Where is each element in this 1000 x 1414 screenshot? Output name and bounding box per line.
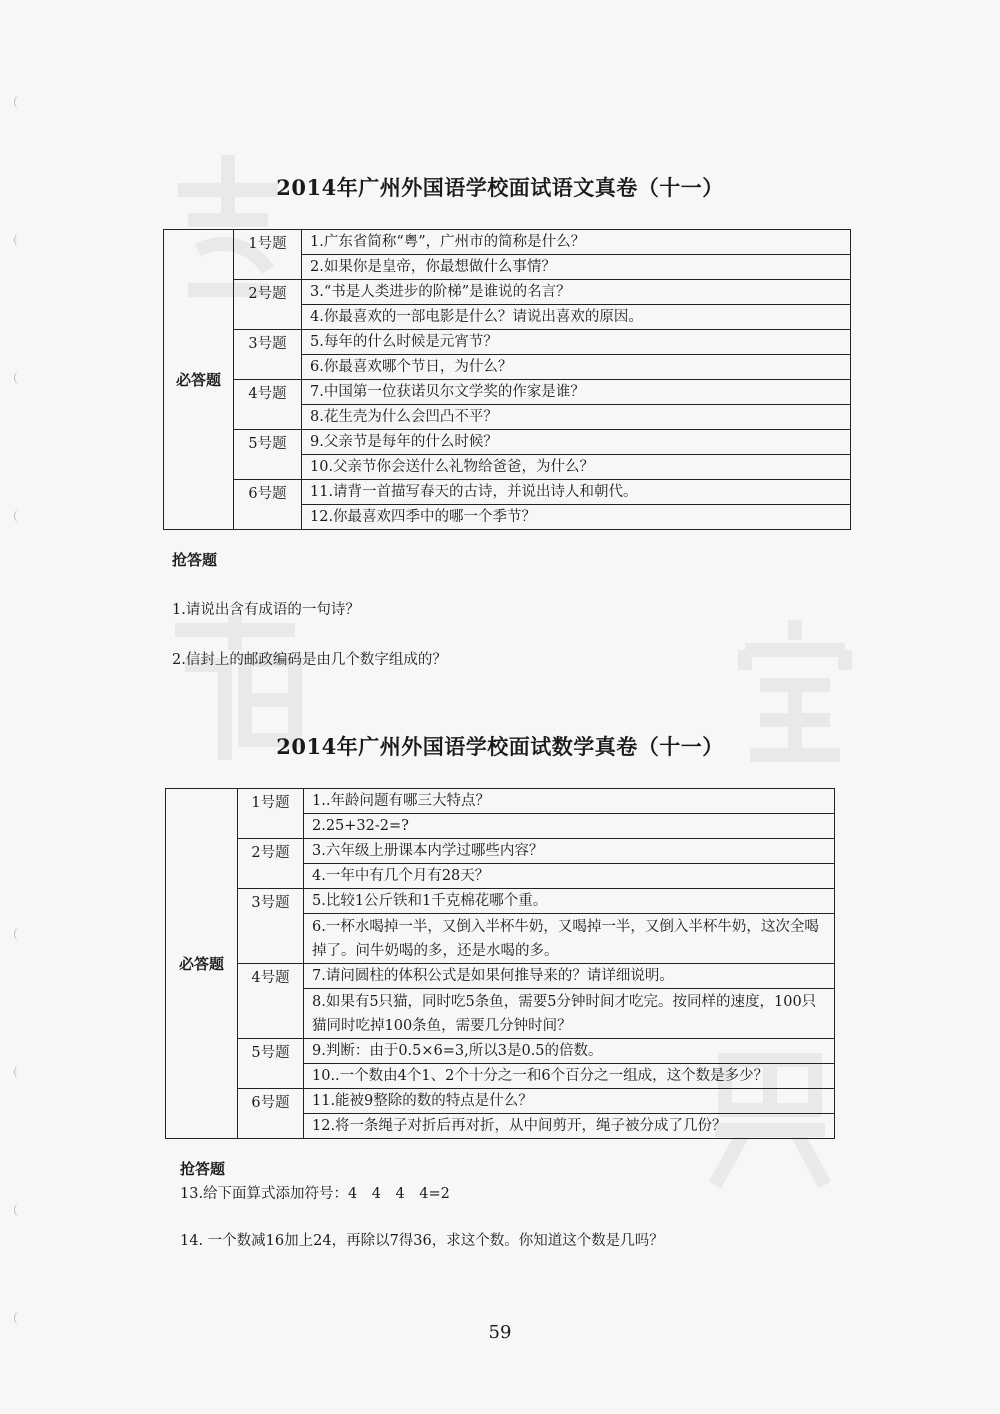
group-number: 3号题 — [238, 889, 304, 964]
required-section-label: 必答题 — [166, 789, 238, 1139]
question-cell: 3.“书是人类进步的阶梯”是谁说的名言？ — [302, 280, 851, 305]
chinese-question-table — [163, 229, 851, 530]
question-cell: 8.如果有5只猫，同时吃5条鱼，需要5分钟时间才吃完。按同样的速度，100只猫同时吃掉100条鱼，需要几分钟时间？ — [304, 989, 835, 1039]
question-cell: 10.父亲节你会送什么礼物给爸爸，为什么？ — [302, 455, 851, 480]
question-cell: 7.请问圆柱的体积公式是如果何推导来的？请详细说明。 — [304, 964, 835, 989]
question-cell: 1..年龄问题有哪三大特点？ — [304, 789, 835, 814]
question-cell: 9.判断：由于0.5×6=3,所以3是0.5的倍数。 — [304, 1039, 835, 1064]
chinese-exam-title: 2014年广州外国语学校面试语文真卷（十一） — [276, 175, 724, 200]
group-number: 6号题 — [238, 1089, 304, 1139]
question-cell: 6.你最喜欢哪个节日，为什么？ — [302, 355, 851, 380]
rush-question: 1.请说出含有成语的一句诗？ — [172, 602, 360, 618]
question-cell: 7.中国第一位获诺贝尔文学奖的作家是谁？ — [302, 380, 851, 405]
question-cell: 4.一年中有几个月有28天？ — [304, 864, 835, 889]
required-section-label: 必答题 — [164, 230, 234, 530]
binder-hole — [14, 510, 23, 522]
question-cell: 4.你最喜欢的一部电影是什么？请说出喜欢的原因。 — [302, 305, 851, 330]
question-cell: 6.一杯水喝掉一半，又倒入半杯牛奶，又喝掉一半，又倒入半杯牛奶，这次全喝掉了。问牛奶喝的多，还是水喝的多。 — [304, 914, 835, 964]
group-number: 6号题 — [234, 480, 302, 530]
group-number: 1号题 — [238, 789, 304, 839]
binder-hole — [14, 928, 23, 940]
question-cell: 9.父亲节是每年的什么时候？ — [302, 430, 851, 455]
question-cell: 5.比较1公斤铁和1千克棉花哪个重。 — [304, 889, 835, 914]
group-number: 4号题 — [238, 964, 304, 1039]
rush-section-label: 抢答题 — [172, 551, 218, 569]
rush-section-label: 抢答题 — [180, 1160, 226, 1178]
question-cell: 1.广东省简称“粤”，广州市的简称是什么？ — [302, 230, 851, 255]
rush-question: 14. 一个数减16加上24，再除以7得36，求这个数。你知道这个数是几吗？ — [180, 1233, 664, 1249]
question-cell: 12.将一条绳子对折后再对折，从中间剪开，绳子被分成了几份？ — [304, 1114, 835, 1139]
binder-hole — [14, 1066, 23, 1078]
rush-question: 2.信封上的邮政编码是由几个数字组成的？ — [172, 652, 447, 668]
page-number: 59 — [488, 1322, 512, 1343]
question-cell: 11.请背一首描写春天的古诗，并说出诗人和朝代。 — [302, 480, 851, 505]
question-cell: 8.花生壳为什么会凹凸不平？ — [302, 405, 851, 430]
binder-hole — [14, 372, 23, 384]
question-cell: 2.如果你是皇帝，你最想做什么事情？ — [302, 255, 851, 280]
question-cell: 2.25+32-2=? — [304, 814, 835, 839]
binder-hole — [14, 1204, 23, 1216]
group-number: 4号题 — [234, 380, 302, 430]
binder-hole — [14, 96, 23, 108]
question-cell: 10..一个数由4个1、2个十分之一和6个百分之一组成，这个数是多少？ — [304, 1064, 835, 1089]
binder-hole — [14, 234, 23, 246]
question-cell: 3.六年级上册课本内学过哪些内容？ — [304, 839, 835, 864]
group-number: 2号题 — [234, 280, 302, 330]
group-number: 3号题 — [234, 330, 302, 380]
group-number: 1号题 — [234, 230, 302, 280]
group-number: 5号题 — [234, 430, 302, 480]
rush-question: 13.给下面算式添加符号：4 4 4 4=2 — [180, 1186, 450, 1202]
question-cell: 11.能被9整除的数的特点是什么？ — [304, 1089, 835, 1114]
question-cell: 5.每年的什么时候是元宵节？ — [302, 330, 851, 355]
group-number: 2号题 — [238, 839, 304, 889]
group-number: 5号题 — [238, 1039, 304, 1089]
math-question-table — [165, 788, 835, 1139]
math-exam-title: 2014年广州外国语学校面试数学真卷（十一） — [276, 734, 724, 759]
question-cell: 12.你最喜欢四季中的哪一个季节？ — [302, 505, 851, 530]
